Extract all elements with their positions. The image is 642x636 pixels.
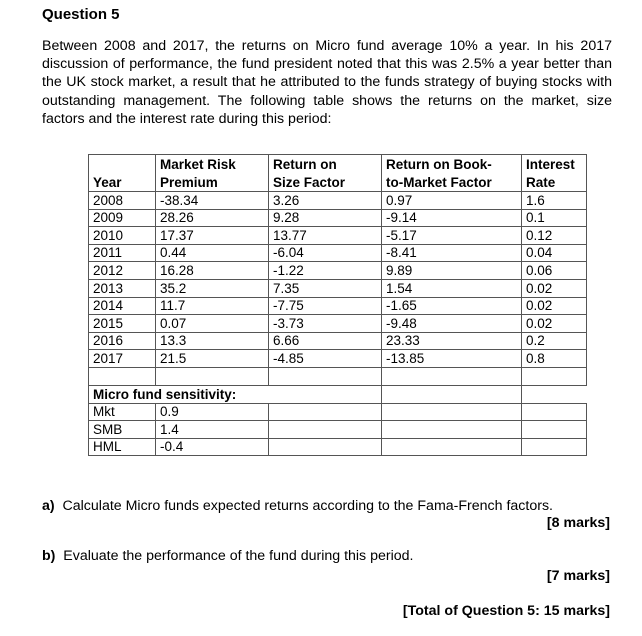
cell: 0.2 — [522, 332, 587, 350]
cell: 2016 — [89, 332, 156, 350]
cell: 16.28 — [156, 262, 269, 280]
header-cell: Return on — [269, 155, 382, 174]
table-header-row-2 — [89, 173, 587, 192]
cell: 2008 — [89, 192, 156, 210]
table-row — [89, 315, 587, 333]
sensitivity-row — [89, 403, 587, 421]
factor-beta: 0.9 — [156, 403, 269, 421]
cell: -1.65 — [382, 297, 522, 315]
cell: -5.17 — [382, 227, 522, 245]
cell: 0.02 — [522, 297, 587, 315]
table-header-row-1 — [89, 155, 587, 174]
cell: 0.02 — [522, 279, 587, 297]
cell: 2014 — [89, 297, 156, 315]
cell: 21.5 — [156, 350, 269, 368]
cell: 35.2 — [156, 279, 269, 297]
cell: -9.14 — [382, 209, 522, 227]
cell: -9.48 — [382, 315, 522, 333]
cell: 0.06 — [522, 262, 587, 280]
cell: 2011 — [89, 244, 156, 262]
cell: -38.34 — [156, 192, 269, 210]
part-b-label: b) — [42, 548, 56, 564]
header-cell: to-Market Factor — [382, 173, 522, 192]
cell: 0.1 — [522, 209, 587, 227]
table-row — [89, 332, 587, 350]
header-cell: Interest — [522, 155, 587, 174]
table-row — [89, 262, 587, 280]
cell: -7.75 — [269, 297, 382, 315]
factor-beta: 1.4 — [156, 421, 269, 439]
table-row — [89, 244, 587, 262]
sensitivity-title-row — [89, 385, 587, 403]
question-intro: Between 2008 and 2017, the returns on Micro fund average 10% a year. In his 2017 discussion of performance, the fund president noted that this was 2.5% a year better than the UK stock market, a result that he attributed to the funds strategy of buying stocks with outstanding management. The following table shows the returns on the market, size factors and the interest rate during this period: — [42, 38, 612, 127]
cell: 0.8 — [522, 350, 587, 368]
table-row — [89, 297, 587, 315]
cell: 1.54 — [382, 279, 522, 297]
table-row — [89, 209, 587, 227]
cell: 2009 — [89, 209, 156, 227]
cell: 6.66 — [269, 332, 382, 350]
cell: 9.89 — [382, 262, 522, 280]
header-cell: Rate — [522, 173, 587, 192]
header-cell: Return on Book- — [382, 155, 522, 174]
part-a-text: Calculate Micro funds expected returns according to the Fama-French factors. — [62, 498, 553, 514]
header-cell: Size Factor — [269, 173, 382, 192]
header-cell — [89, 155, 156, 174]
table-row — [89, 350, 587, 368]
total-marks: [Total of Question 5: 15 marks] — [402, 603, 610, 619]
part-b-text: Evaluate the performance of the fund during this period. — [63, 548, 414, 564]
sensitivity-row — [89, 438, 587, 456]
factor-label: HML — [89, 438, 156, 456]
cell: 0.12 — [522, 227, 587, 245]
sensitivity-title: Micro fund sensitivity: — [89, 385, 269, 403]
cell: 1.6 — [522, 192, 587, 210]
factor-label: SMB — [89, 421, 156, 439]
table-row — [89, 279, 587, 297]
cell: -8.41 — [382, 244, 522, 262]
cell: -4.85 — [269, 350, 382, 368]
cell: 2012 — [89, 262, 156, 280]
table-row — [89, 192, 587, 210]
part-b-marks: [7 marks] — [546, 568, 610, 584]
cell: 17.37 — [156, 227, 269, 245]
blank-row — [89, 367, 587, 385]
cell: 11.7 — [156, 297, 269, 315]
header-cell: Year — [89, 173, 156, 192]
table-row — [89, 227, 587, 245]
header-cell: Market Risk — [156, 155, 269, 174]
part-a-label: a) — [42, 498, 55, 514]
cell: 0.44 — [156, 244, 269, 262]
factor-beta: -0.4 — [156, 438, 269, 456]
cell: -6.04 — [269, 244, 382, 262]
cell: 2017 — [89, 350, 156, 368]
cell: 28.26 — [156, 209, 269, 227]
part-a-marks: [8 marks] — [546, 515, 610, 531]
cell: 2015 — [89, 315, 156, 333]
cell: 9.28 — [269, 209, 382, 227]
factor-returns-table — [88, 154, 587, 456]
cell: 23.33 — [382, 332, 522, 350]
part-a-question — [42, 498, 553, 514]
sensitivity-row — [89, 421, 587, 439]
cell: 0.02 — [522, 315, 587, 333]
cell: 13.77 — [269, 227, 382, 245]
header-cell: Premium — [156, 173, 269, 192]
cell: 13.3 — [156, 332, 269, 350]
cell: -13.85 — [382, 350, 522, 368]
cell: -3.73 — [269, 315, 382, 333]
cell: -1.22 — [269, 262, 382, 280]
cell: 2010 — [89, 227, 156, 245]
cell: 2013 — [89, 279, 156, 297]
cell: 7.35 — [269, 279, 382, 297]
part-b-question — [42, 548, 413, 564]
question-title: Question 5 — [42, 6, 120, 23]
cell: 3.26 — [269, 192, 382, 210]
cell: 0.07 — [156, 315, 269, 333]
cell: 0.04 — [522, 244, 587, 262]
factor-label: Mkt — [89, 403, 156, 421]
cell: 0.97 — [382, 192, 522, 210]
